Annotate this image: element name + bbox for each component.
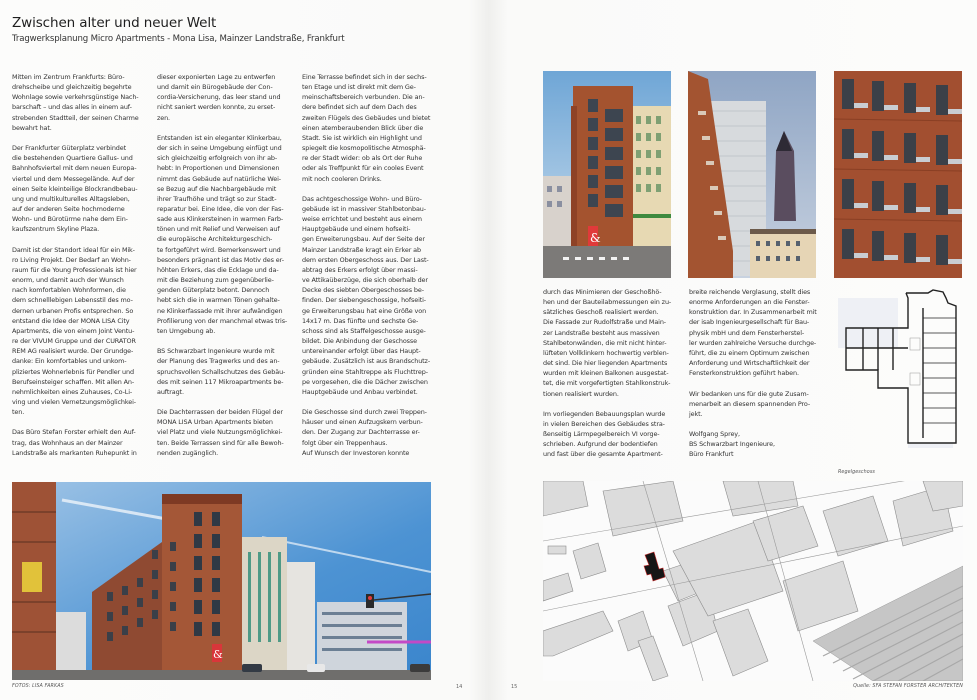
text-column-2 <box>157 72 295 458</box>
article-subtitle: Tragwerksplanung Micro Apartments - Mona Lisa, Mainzer Landstraße, Frankfurt <box>12 34 345 44</box>
paragraph: durch das Minimieren der Geschoßhö- hen und der Bauteilabmessungen ein zu- sätzliches Geschoß realisiert werden. Die Fassade zur Rudolfstraße und Main- zer Landstraße besteht aus massiven Stahlbetonwänden, die mit nicht hinter- lüfteten Vollklinkern hochwertig verblen- det sind. Die hier liegenden Apartments wurden mit kleinen Balkonen ausgestat- tet, die mit vorgefertigten Stahlkonstruk- tionen realisiert wurden. <box>543 288 672 398</box>
source-credit: Quelle: SFA STEFAN FORSTER ARCHITEKTEN <box>853 684 963 689</box>
paragraph: Mitten im Zentrum Frankfurts: Büro- drehscheibe und gleichzeitig begehrte Wohnlage sowie verkehrsgünstige Nach- barschaft – und das alles in einem auf- strebenden Stadtteil, der seinen Charme bewahrt hat. <box>12 73 139 132</box>
floor-plan-drawing <box>838 288 960 448</box>
paragraph: Wir bedanken uns für die gute Zusam- menarbeit an diesem spannenden Pro- jekt. <box>689 389 811 418</box>
paragraph: Entstanden ist ein eleganter Klinkerbau, der sich in seine Umgebung einfügt und sich gleichzeitig erfolgreich von ihr ab- hebt: In Proportionen und Dimensionen nimmt das Gebäude auf natürliche Wei- se Bezug auf die Nachbargebäude mit ihrer Traufhöhe und trägt so zur Stadt- reparatur bei. Eine Idee, die von der Fas- sade aus Klinkersteinen in warmen Farb- tönen und mit Relief und Verweisen auf die europäische Architekturgeschich- te fortgeführt wird. Bemerkenswert und besonders prägnant ist das Motiv des er- höhten Erkers, das die Ecklage und da- mit die Beziehung zum gegenüberlie- genden Güterplatz betont. Dennoch hebt sich die in warmen Tönen gehalte- ne Klinkerfassade mit ihrer aufwändigen Profilierung von der manchmal etwas tris- ten Umgebung ab. <box>157 133 288 335</box>
page-number-left: 14 <box>456 684 463 690</box>
street-corner-photo <box>543 71 671 278</box>
article-title: Zwischen alter und neuer Welt <box>12 15 217 31</box>
text-column-4 <box>543 287 681 460</box>
text-column-5 <box>689 287 827 460</box>
facade-detail-photo <box>834 71 962 278</box>
paragraph: Eine Terrasse befindet sich in der sechs- ten Etage und ist direkt mit dem Ge- meinschaftsbereich verbunden. Die an- dere befindet sich auf dem Dach des zweiten Flügels des Gebäudes und bietet einen atemberaubenden Blick über die Stadt. Sie ist wirklich ein Highlight und spiegelt die kosmopolitische Atmosphä- re der Stadt wider: ob als Ort der Ruhe oder als Treffpunkt für ein cooles Event mit noch cooleren Drinks. <box>302 73 431 183</box>
paragraph: Die Geschosse sind durch zwei Treppen- häuser und einen Aufzugskern verbun- den. Der Zugang zur Dachterrasse er- folgt über ein Treppenhaus. Auf Wunsch der Investoren konnte <box>302 408 427 457</box>
skyline-photo <box>688 71 816 278</box>
paragraph: Das Büro Stefan Forster erhielt den Auf- trag, das Wohnhaus an der Mainzer Landstraße als markanten Ruhepunkt in <box>12 428 137 457</box>
paragraph: dieser exponierten Lage zu entwerfen und damit ein Bürogebäude der Con- cordia-Versicherung, das leer stand und nicht saniert werden konnte, zu erset- zen. <box>157 73 281 122</box>
paragraph: breite reichende Verglasung, stellt dies enorme Anforderungen an die Fenster- konstruktion dar. In Zusammenarbeit mit der isab Ingenieurgesellschaft für Bau- physik mbH und dem Fensterherstel- ler wurden zahlreiche Versuche durchge- führt, die zu einem Optimum zwischen Anforderung und Wirtschaftlichkeit der Fensterkonstruktion geführt haben. <box>689 288 817 378</box>
paragraph: Damit ist der Standort ideal für ein Mik- ro Living Projekt. Der Bedarf an Wohn- raum für die Young Professionals ist hier enorm, und damit auch der Wunsch nach komfortablen Wohnformen, die dem schnelllebigen Lebensstil des mo- dernen urbanen Profis entsprechen. So entstand die Idee der MONA LISA City Apartments, die von einem Joint Ventu- re der VIVUM Gruppe und der CURATOR REM AG realisiert wurde. Der Grundge- danke: Ein komfortables und unkom- pliziertes Wohnerlebnis für Pendler und Berufseinsteiger schaffen. Mit allen An- nehmlichkeiten eines Zuhauses, Co-Li- ving und vielen Vernetzungsmöglichkei- ten. <box>12 245 137 417</box>
paragraph: Im vorliegenden Bebauungsplan wurde in vielen Bereichen des Gebäudes stra- ßenseitig Lärmpegelbereich VI vorge- schrieben. Aufgrund der bodentiefen und fast über die gesamte Apartment- <box>543 409 666 459</box>
text-column-3 <box>302 72 440 458</box>
page-number-right: 15 <box>511 684 518 690</box>
svg-text:&: & <box>590 231 601 245</box>
paragraph: BS Schwarzbart Ingenieure wurde mit der Planung des Tragwerks und des an- spruchsvollen Schallschutzes des Gebäu- des mit seinen 117 Mikroapartments be- auftragt. <box>157 347 286 396</box>
paragraph: Der Frankfurter Güterplatz verbindet die bestehenden Quartiere Gallus- und Bahnhofsviertel mit dem neuen Europa- viertel und dem Messegelände. Auf der einen Seite kleinteilige Blockrandbebau- ung und multikulturelles Alltagsleben, auf der anderen Seite hochmoderne Wohn- und Bürotürme nahe dem Ein- kaufszentrum Skyline Plaza. <box>12 144 138 234</box>
floor-plan-caption: Regelgeschoss <box>838 470 876 475</box>
text-column-1 <box>12 72 150 458</box>
main-building-photo <box>12 482 431 680</box>
site-map <box>543 481 963 681</box>
paragraph: Das achtgeschossige Wohn- und Büro- gebäude ist in massiver Stahlbetonbau- weise errichtet und besteht aus einem Hauptgebäude und einem hofseiti- gen Erweiterungsbau. Auf der Seite der Mainzer Landstraße kragt ein Erker ab dem ersten Obergeschoss aus. Der Last- abtrag des Erkers erfolgt über massi- ve Attikaüberzüge, die sich oberhalb der Decke des siebten Obergeschosses be- finden. Der siebengeschossige, hofseiti- ge Erweiterungsbau hat eine Größe von 14x17 m. Das fünfte und sechste Ge- schoss sind als Staffelgeschosse ausge- bildet. Die Anbindung der Geschosse untereinander erfolgt über das Haupt- gebäude. Zusätzlich ist aus Brandschutz- gründen eine Stahltreppe als Fluchttrep- pe vorgesehen, die die Dächer zwischen Hauptgebäude und Anbau verbindet. <box>302 194 431 396</box>
svg-text:&: & <box>213 648 223 661</box>
photo-credit: FOTOS: LISA FARKAS <box>12 684 64 689</box>
paragraph: Die Dachterrassen der beiden Flügel der MONA LISA Urban Apartments bieten viel Platz und viele Nutzungsmöglichkei- ten. Beide Terrassen sind für alle Bewoh- nenden zugänglich. <box>157 408 284 457</box>
author-signature: Wolfgang Sprey, BS Schwarzbart Ingenieure, Büro Frankfurt <box>689 430 775 459</box>
